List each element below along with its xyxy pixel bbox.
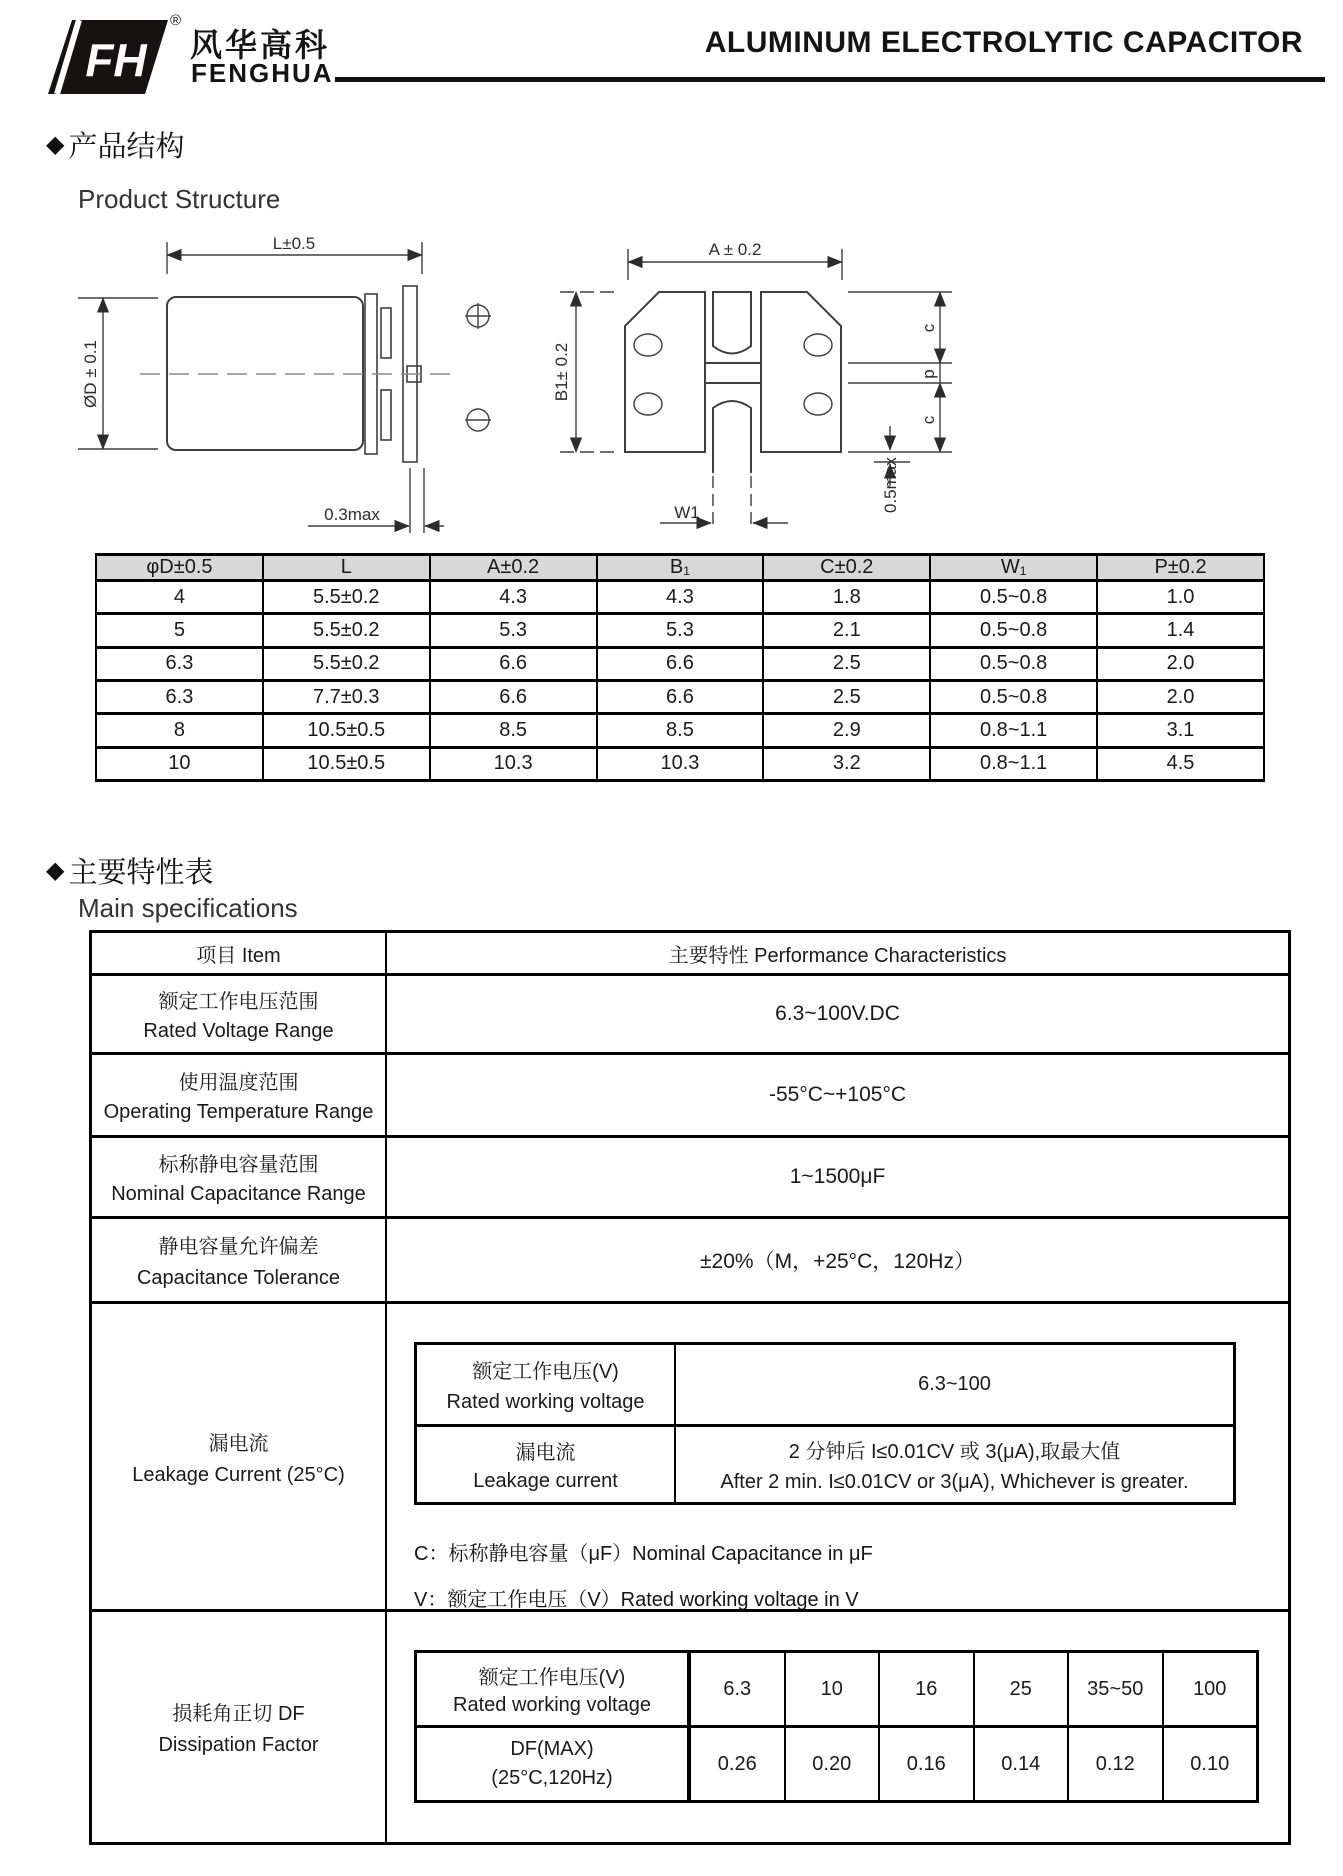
polarity-plus-icon: [465, 303, 491, 329]
cell: 3.2: [763, 747, 930, 780]
cell: 2.5: [763, 647, 930, 680]
df-voltage: 10: [784, 1653, 879, 1725]
cell: 2.0: [1097, 680, 1264, 713]
cell: 6.6: [430, 647, 597, 680]
cell: 6.6: [430, 680, 597, 713]
fenghua-logo-icon: [48, 18, 168, 96]
cell: 0.5~0.8: [930, 614, 1097, 647]
main-specifications-table: [89, 930, 1291, 1845]
spec-item-label: [92, 1304, 387, 1609]
table-row: [96, 747, 1264, 780]
value-en: After 2 min. I≤0.01CV or 3(μA), Whichever is greater.: [720, 1471, 1189, 1494]
cell: 0.5~0.8: [930, 680, 1097, 713]
spec-row-tolerance: [92, 1216, 1288, 1301]
spec-item-label: [92, 1138, 387, 1216]
item-label-en: Dissipation Factor: [158, 1734, 319, 1756]
df-value: 0.20: [784, 1728, 879, 1800]
table-row: [96, 614, 1264, 647]
df-voltage: 25: [973, 1653, 1068, 1725]
dim-label-pad-height: B1± 0.2: [552, 342, 571, 402]
dim-label-length: L±0.5: [272, 234, 316, 253]
spec-value: 1~1500μF: [789, 1165, 886, 1188]
cell: 5.3: [430, 614, 597, 647]
cell: 4: [96, 581, 263, 614]
cell: 2.1: [763, 614, 930, 647]
polarity-minus-icon: [465, 409, 491, 431]
dim-label-pad-width: A ± 0.2: [708, 240, 762, 259]
spec-row-rated-voltage: [92, 973, 1288, 1052]
dim-label-slot-width: W1: [674, 503, 700, 522]
cell: 10.3: [597, 747, 764, 780]
dim-label-diameter: ØD ± 0.1: [81, 340, 100, 408]
cell: 10.3: [430, 747, 597, 780]
logo-mark-letters: FH: [85, 34, 147, 86]
spec-value: 6.3~100V.DC: [775, 1002, 900, 1025]
item-label-en: Leakage Current (25°C): [132, 1463, 345, 1486]
value-cn: 2 分钟后 I≤0.01CV 或 3(μA),取最大值: [788, 1440, 1121, 1463]
col-header: A±0.2: [430, 555, 597, 581]
label-cn: 漏电流: [515, 1441, 576, 1464]
table-row: [96, 581, 1264, 614]
item-label-cn: 标称静电容量范围: [158, 1154, 319, 1176]
dim-label-c-top: c: [919, 323, 938, 333]
spec-row-dissipation-factor: [92, 1609, 1288, 1842]
spec-header-item: 项目 Item: [92, 933, 387, 973]
cell: 0.5~0.8: [930, 647, 1097, 680]
table-row: [96, 714, 1264, 747]
df-voltage: 100: [1162, 1653, 1257, 1725]
cell: 8.5: [430, 714, 597, 747]
cell: 0.8~1.1: [930, 714, 1097, 747]
cell: 2.0: [1097, 647, 1264, 680]
cell: 2.5: [763, 680, 930, 713]
section-product-structure-subheading: Product Structure: [78, 184, 281, 214]
cell: 6.6: [597, 680, 764, 713]
cell: 4.3: [597, 581, 764, 614]
cell: 5.5±0.2: [263, 647, 430, 680]
df-voltage-row: [417, 1653, 1256, 1725]
cell: 1.8: [763, 581, 930, 614]
logo-company-cn: 风华高科: [190, 27, 331, 63]
value: 6.3~100: [918, 1373, 991, 1395]
spec-item-label: [92, 1055, 387, 1135]
dim-label-end-gap: 0.3max: [324, 505, 380, 524]
item-label-cn: 损耗角正切 DF: [172, 1703, 305, 1725]
df-max-label: [417, 1728, 689, 1800]
spec-row-capacitance: [92, 1135, 1288, 1216]
leakage-current-value: [676, 1427, 1233, 1502]
leakage-current-label: [417, 1427, 676, 1502]
note-voltage: V：额定工作电压（V）Rated working voltage in V: [414, 1589, 859, 1611]
cell: 4.3: [430, 581, 597, 614]
cell: 7.7±0.3: [263, 680, 430, 713]
section-heading-cn: 主要特性表: [68, 857, 214, 889]
df-voltage: 16: [878, 1653, 973, 1725]
section-main-specifications-heading: [46, 850, 213, 891]
dimension-table: [95, 553, 1265, 782]
item-label-cn: 使用温度范围: [178, 1071, 299, 1094]
registered-mark: ®: [170, 12, 182, 29]
spec-row-temperature: [92, 1052, 1288, 1135]
spec-row-leakage-current: [92, 1301, 1288, 1609]
leakage-voltage-label: [417, 1345, 676, 1424]
leakage-voltage-row: [417, 1345, 1233, 1424]
col-header: B₁: [597, 555, 764, 581]
df-value: 0.12: [1067, 1728, 1162, 1800]
cell: 0.8~1.1: [930, 747, 1097, 780]
label-en: Leakage current: [473, 1470, 618, 1493]
cell: 2.9: [763, 714, 930, 747]
spec-value: -55°C~+105°C: [768, 1083, 907, 1106]
cell: 4.5: [1097, 747, 1264, 780]
df-value: 0.10: [1162, 1728, 1257, 1800]
label-line2: (25°C,120Hz): [491, 1767, 613, 1790]
item-label-en: Rated Voltage Range: [143, 1019, 334, 1042]
leakage-current-row: [417, 1424, 1233, 1502]
leakage-detail-cell: [387, 1304, 1288, 1609]
page-title: ALUMINUM ELECTROLYTIC CAPACITOR: [704, 26, 1303, 59]
diamond-icon: ◆: [46, 131, 65, 158]
cell: 1.4: [1097, 614, 1264, 647]
section-main-specifications-subheading: Main specifications: [78, 893, 298, 923]
item-label-cn: 额定工作电压范围: [158, 991, 319, 1014]
cell: 1.0: [1097, 581, 1264, 614]
df-value: 0.16: [878, 1728, 973, 1800]
spec-item-label: [92, 1612, 387, 1842]
dim-label-standoff: 0.5max: [881, 457, 900, 513]
logo-company-en: FENGHUA: [191, 58, 334, 88]
cell: 3.1: [1097, 714, 1264, 747]
dimension-table-header-row: [96, 555, 1264, 581]
label-cn: 额定工作电压(V): [472, 1361, 619, 1383]
cell: 6.6: [597, 647, 764, 680]
df-voltage: 35~50: [1067, 1653, 1162, 1725]
section-heading-cn: 产品结构: [68, 131, 185, 163]
cell: 5.3: [597, 614, 764, 647]
product-structure-diagram: [0, 228, 1343, 548]
leakage-current-table: [414, 1342, 1236, 1505]
cell: 6.3: [96, 680, 263, 713]
note-capacitance: C：标称静电容量（μF）Nominal Capacitance in μF: [414, 1543, 873, 1565]
item-label-en: Operating Temperature Range: [103, 1101, 374, 1124]
df-value: 0.26: [689, 1728, 784, 1800]
label-en: Rated working voltage: [446, 1391, 645, 1413]
spec-item-label: [92, 976, 387, 1052]
df-value-row: [417, 1725, 1256, 1800]
col-header: φD±0.5: [96, 555, 263, 581]
spec-header-performance: 主要特性 Performance Characteristics: [668, 944, 1007, 967]
cell: 8.5: [597, 714, 764, 747]
cell: 10: [96, 747, 263, 780]
table-row: [96, 680, 1264, 713]
header-divider: [335, 77, 1325, 82]
cell: 5.5±0.2: [263, 581, 430, 614]
col-header: C±0.2: [763, 555, 930, 581]
col-header: L: [263, 555, 430, 581]
df-value: 0.14: [973, 1728, 1068, 1800]
col-header: W₁: [930, 555, 1097, 581]
item-label-en: Nominal Capacitance Range: [111, 1183, 366, 1205]
leakage-voltage-value: [676, 1345, 1233, 1424]
df-voltage-label: [417, 1653, 689, 1725]
item-label-en: Capacitance Tolerance: [136, 1266, 341, 1289]
item-label-cn: 漏电流: [208, 1432, 269, 1455]
dissipation-detail-cell: [387, 1612, 1288, 1842]
capacitor-side-view: [78, 242, 491, 533]
label-line1: DF(MAX): [510, 1737, 594, 1760]
dim-label-pitch: p: [919, 369, 938, 379]
spec-value: ±20%（M，+25°C，120Hz）: [700, 1250, 975, 1273]
dissipation-factor-table: [414, 1650, 1259, 1803]
label-cn: 额定工作电压(V): [478, 1666, 626, 1689]
item-label-cn: 静电容量允许偏差: [158, 1236, 319, 1259]
spec-header-row: [92, 933, 1288, 973]
table-row: [96, 647, 1264, 680]
section-product-structure-heading: [46, 124, 184, 165]
cell: 8: [96, 714, 263, 747]
col-header: P±0.2: [1097, 555, 1264, 581]
label-en: Rated working voltage: [453, 1694, 651, 1717]
cell: 0.5~0.8: [930, 581, 1097, 614]
diamond-icon: ◆: [46, 857, 65, 884]
df-voltage: 6.3: [689, 1653, 784, 1725]
cell: 5.5±0.2: [263, 614, 430, 647]
spec-item-label: [92, 1219, 387, 1301]
cell: 10.5±0.5: [263, 747, 430, 780]
cell: 6.3: [96, 647, 263, 680]
dim-label-c-bottom: c: [919, 415, 938, 425]
cell: 5: [96, 614, 263, 647]
cell: 10.5±0.5: [263, 714, 430, 747]
